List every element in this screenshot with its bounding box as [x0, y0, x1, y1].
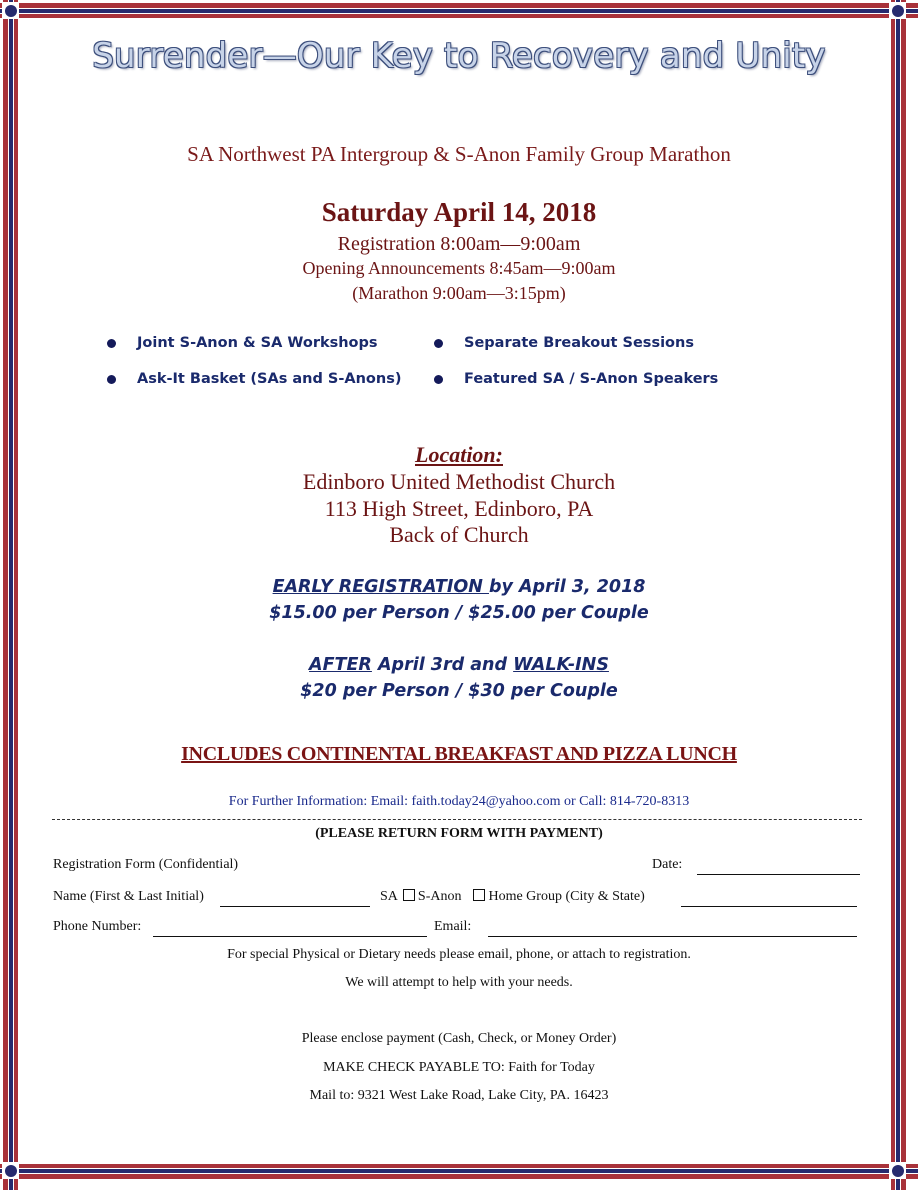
bullet-icon — [107, 339, 116, 348]
date-field[interactable] — [697, 874, 860, 875]
registration-time: Registration 8:00am—9:00am — [337, 233, 581, 255]
attendee-type-group — [380, 889, 645, 905]
homegroup-label: Home Group (City & State) — [488, 889, 645, 904]
payment-note: Please enclose payment (Cash, Check, or Money Order) — [301, 1031, 617, 1046]
marathon-time: (Marathon 9:00am—3:15pm) — [352, 283, 566, 303]
contact-info: For Further Information: Email: faith.today24@yahoo.com or Call: 814-720-8313 — [228, 794, 690, 809]
mailing-address: Mail to: 9321 West Lake Road, Lake City, PA. 16423 — [309, 1088, 609, 1103]
feature-item: Featured SA / S-Anon Speakers — [464, 371, 718, 387]
name-label: Name (First & Last Initial) — [53, 889, 204, 904]
event-subtitle: SA Northwest PA Intergroup & S-Anon Family Group Marathon — [187, 142, 731, 166]
feature-item: Joint S-Anon & SA Workshops — [137, 335, 378, 351]
sanon-label: S-Anon — [417, 889, 462, 904]
location-note: Back of Church — [389, 522, 529, 547]
bullet-icon — [434, 339, 443, 348]
phone-field[interactable] — [153, 936, 427, 937]
early-registration: EARLY REGISTRATION by April 3, 2018 — [272, 577, 646, 597]
bullet-icon — [434, 375, 443, 384]
location-address: 113 High Street, Edinboro, PA — [324, 496, 594, 521]
special-needs-note: For special Physical or Dietary needs please email, phone, or attach to registration. — [227, 947, 691, 962]
homegroup-field[interactable] — [681, 906, 857, 907]
sanon-checkbox[interactable] — [473, 889, 485, 901]
payable-note: MAKE CHECK PAYABLE TO: Faith for Today — [323, 1060, 595, 1075]
event-date: Saturday April 14, 2018 — [321, 197, 597, 227]
early-price: $15.00 per Person / $25.00 per Couple — [269, 603, 649, 623]
registration-form-label: Registration Form (Confidential) — [53, 857, 239, 872]
feature-item: Separate Breakout Sessions — [464, 335, 694, 351]
sa-checkbox[interactable] — [403, 889, 415, 901]
late-price: $20 per Person / $30 per Couple — [300, 681, 618, 701]
location-name: Edinboro United Methodist Church — [302, 469, 616, 494]
email-label: Email: — [434, 919, 472, 934]
return-note: (PLEASE RETURN FORM WITH PAYMENT) — [315, 826, 603, 841]
location-heading: Location: — [415, 442, 503, 467]
bullet-icon — [107, 375, 116, 384]
includes-banner: INCLUDES CONTINENTAL BREAKFAST AND PIZZA LUNCH — [181, 743, 737, 765]
page-title: Surrender—Our Key to Recovery and Unity — [92, 36, 826, 76]
date-label: Date: — [652, 857, 683, 872]
late-registration: AFTER April 3rd and WALK-INS — [309, 655, 609, 675]
assistance-note: We will attempt to help with your needs. — [345, 975, 573, 990]
email-field[interactable] — [488, 936, 857, 937]
opening-time: Opening Announcements 8:45am—9:00am — [302, 258, 616, 278]
phone-label: Phone Number: — [53, 919, 142, 934]
name-field[interactable] — [220, 906, 370, 907]
sa-label: SA — [380, 889, 398, 904]
cut-line — [52, 819, 862, 820]
feature-item: Ask-It Basket (SAs and S-Anons) — [137, 371, 401, 387]
